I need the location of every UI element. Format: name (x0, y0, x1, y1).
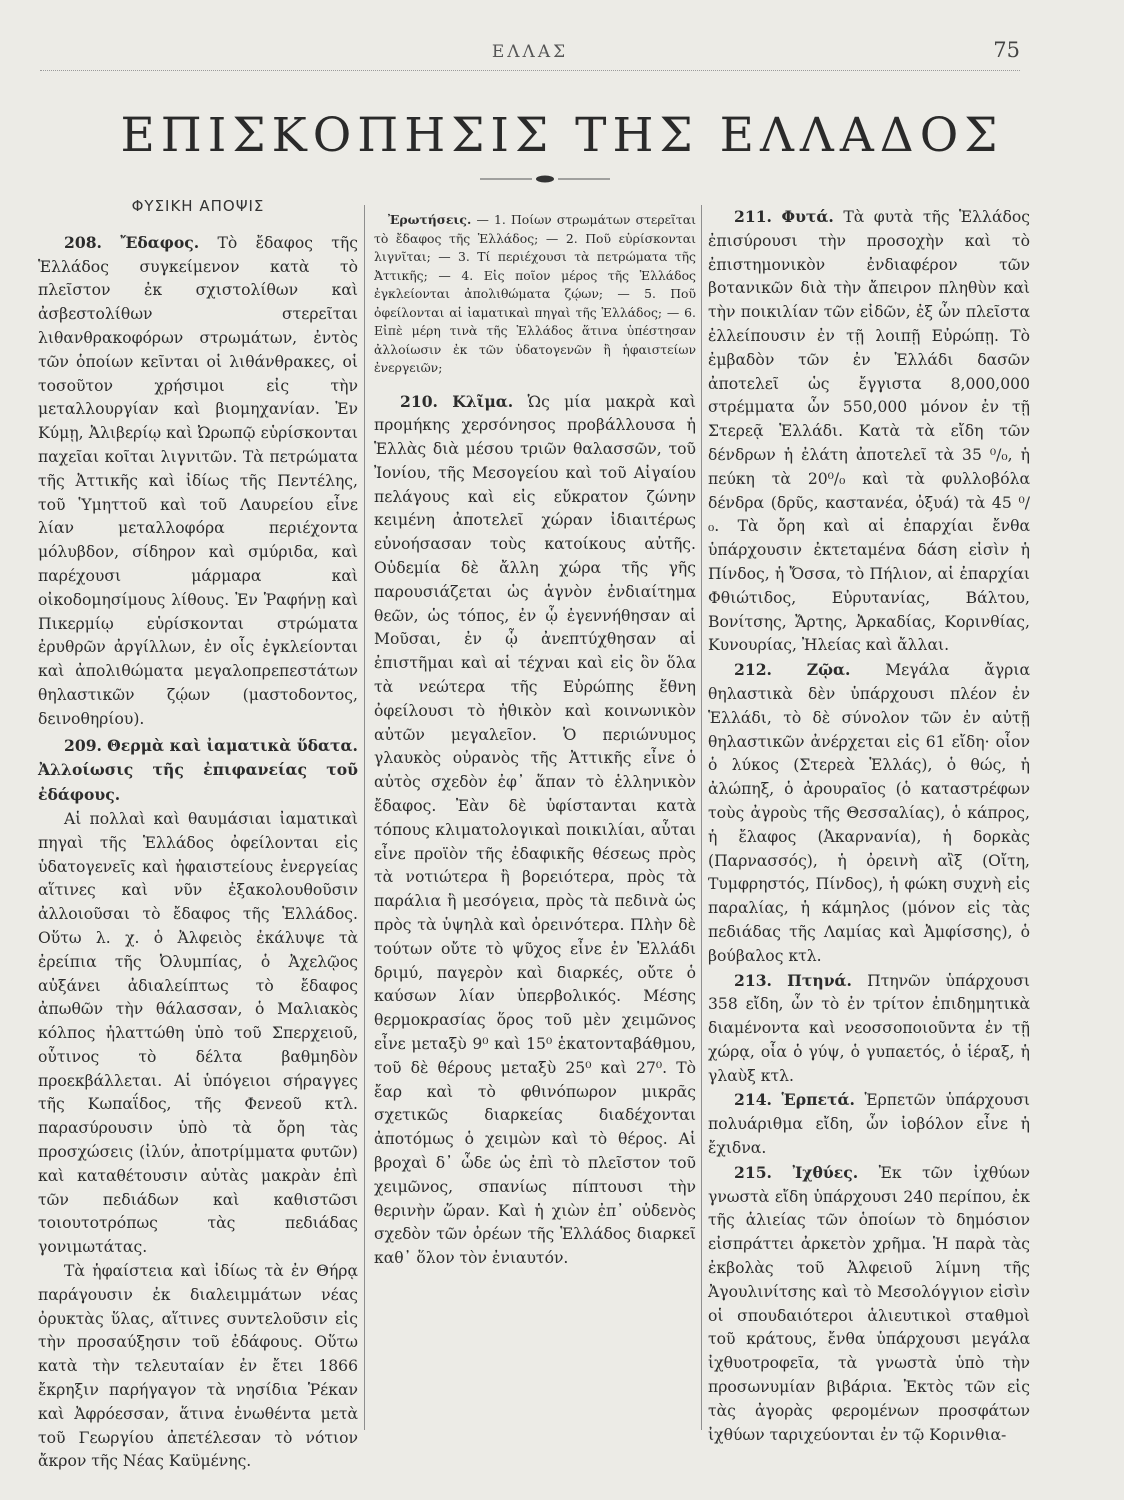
section-title: Κλῖμα. (452, 391, 514, 411)
section-title: Ἰχθύες. (792, 1162, 859, 1182)
column-middle (374, 205, 696, 1271)
section-title: Φυτά. (781, 207, 834, 226)
section-text: Πτηνῶν ὑπάρχουσι 358 εἴδη, ὧν τὸ ἐν τρίτον ἐπιδημητικὰ διαμένοντα καὶ νεοσσοποιοῦντα ἐν τῇ χώρᾳ, οἷα ὁ γύψ, ὁ γυπαετός, ὁ ἱέραξ, ἡ γλαὺξ κτλ. (708, 971, 1030, 1085)
section-title: Πτηνά. (787, 970, 852, 990)
section-text: Ὡς μία μακρὰ καὶ προμήκης χερσόνησος προβάλλουσα ἡ Ἑλλὰς διὰ μέσου τριῶν θαλασσῶν, τοῦ Ἰονίου, τῆς Μεσογείου καὶ τοῦ Αἰγαίου πελάγους καὶ εἰς εὔκρατον ζώνην κειμένη ἀποτελεῖ χώραν ἰδιαιτέρως εὐνοήσασαν τοὺς κατοίκους αὐτῆς. Οὐδεμία δὲ ἄλλη χώρα τῆς γῆς παρουσιάζεται ὡς ἁγνὸν ἐνδιαίτημα θεῶν, ὡς τόπος, ἐν ᾧ ἐγεννήθησαν αἱ Μοῦσαι, ἐν ᾧ ἀνεπτύχθησαν αἱ ἐπιστῆμαι καὶ αἱ τέχναι καὶ εἰς ὃν ὅλα τὰ νεώτερα τῆς Εὐρώπης ἔθνη ὀφείλουσι τὸ ἠθικὸν καὶ κοινωνικὸν αὐτῶν μεγαλεῖον. Ὁ περιώνυμος γλαυκὸς οὐρανὸς τῆς Ἀττικῆς εἶνε ὁ αὐτὸς σχεδὸν ἐφ᾿ ἅπαν τὸ ἑλληνικὸν ἔδαφος. Ἐὰν δὲ ὑφίστανται κατὰ τόπους κλιματολογικαὶ ποικιλίαι, αὗται εἶνε προϊὸν τῆς ἐδαφικῆς θέσεως πρὸς τὰ νοτιώτερα ἢ βορειότερα, πρὸς τὰ παράλια ἢ μεσόγεια, πρὸς τὰ πεδινὰ ὡς πρὸς τὰ ὑψηλὰ καὶ ὀρεινότερα. Πλὴν δὲ τούτων οὔτε τὸ ψῦχος εἶνε ἐν Ἑλλάδι δριμύ, παγερὸν καὶ διαρκές, οὔτε ὁ καύσων λίαν ὑπερβολικός. Μέσης θερμοκρασίας ὅρος τοῦ μὲν χειμῶνος εἶνε μεταξὺ 9⁰ καὶ 15⁰ ἑκατονταβάθμου, τοῦ δὲ θέρους μεταξὺ 25⁰ καὶ 27⁰. Τὸ ἔαρ καὶ τὸ φθινόπωρον μικρᾶς σχετικῶς διαρκείας διαδέχονται ἀποτόμως ὁ χειμὼν καὶ τὸ θέρος. Αἱ βροχαὶ δ᾿ ὧδε ὡς ἐπὶ τὸ πλεῖστον τοῦ χειμῶνος, σπανίως πίπτουσι τὴν θερινὴν ὥραν. Καὶ ἡ χιὼν ἐπ᾿ οὐδενὸς σχεδὸν τῶν ὀρέων τῆς Ἑλλάδος διαρκεῖ καθ᾿ ὅλον τὸν ἐνιαυτόν. (374, 392, 696, 1268)
questions-block (374, 211, 696, 378)
section-number: 210. (400, 391, 438, 411)
column-rule (364, 205, 365, 1430)
questions-text: — 1. Ποίων στρωμάτων στερεῖται τὸ ἔδαφος τῆς Ἑλλάδος; — 2. Ποῦ εὑρίσκονται λιγνῖται; — 3. Τί περιέχουσι τὰ πετρώματα τῆς Ἀττικῆς; — 4. Εἰς ποῖον μέρος τῆς Ἑλλάδος ἐγκλείονται ἀπολιθώματα ζῴων; — 5. Ποῦ ὀφείλονται αἱ ἰαματικαὶ πηγαὶ τῆς Ἑλλάδος; — 6. Εἰπὲ μέρη τινὰ τῆς Ἑλλάδος ἅτινα ὑπέστησαν ἀλλοίωσιν ἐκ τῶν ὑδατογενῶν ἢ ἡφαιστείων ἐνεργειῶν; (374, 212, 696, 375)
paragraph-210 (374, 390, 696, 1271)
running-header (40, 36, 1020, 71)
section-heading: ΦΥΣΙΚΗ ΑΠΟΨΙΣ (131, 197, 265, 215)
questions-label: Ἐρωτήσεις. (388, 212, 472, 227)
paragraph-208 (38, 231, 358, 732)
ornament-divider-icon (480, 173, 610, 185)
paragraph-212 (708, 658, 1030, 968)
section-number: 214. (734, 1090, 772, 1110)
section-number: 212. (734, 660, 772, 680)
section-text: Τὰ φυτὰ τῆς Ἑλλάδος ἐπισύρουσι τὴν προσοχὴν καὶ τὸ ἐπιστημονικὸν ἐνδιαφέρον τῶν βοτανικῶν διὰ τὴν ἄπειρον πληθὺν καὶ τὴν ποικιλίαν τῶν εἰδῶν, ἐξ ὧν πλεῖστα ἐλλείπουσιν ἐν τῇ λοιπῇ Εὐρώπῃ. Τὸ ἐμβαδὸν τῶν ἐν Ἑλλάδι δασῶν ἀποτελεῖ ὡς ἔγγιστα 8,000,000 στρέμματα ὧν 550,000 μόνον ἐν τῇ Στερεᾷ Ἑλλάδι. Κατὰ τὰ εἴδη τῶν δένδρων ἡ ἐλάτη ἀποτελεῖ τὰ 35 ⁰/₀, ἡ πεύκη τὰ 20⁰/₀ καὶ τὰ φυλλοβόλα δένδρα (δρῦς, καστανέα, ὀξυά) τὰ 45 ⁰/₀. Τὰ ὄρη καὶ αἱ ἐπαρχίαι ἔνθα ὑπάρχουσιν ἐκτεταμένα δάση εἰσὶν ἡ Πίνδος, ἡ Ὄσσα, τὸ Πήλιον, αἱ ἐπαρχίαι Φθιώτιδος, Εὐρυτανίας, Βάλτου, Βονίτσης, Ἄρτης, Ἀρκαδίας, Κορινθίας, Κυνουρίας, Ἠλείας καὶ ἄλλαι. (708, 208, 1030, 655)
section-text: Ἑρπετῶν ὑπάρχουσι πολυάριθμα εἴδη, ὧν ἰοβόλον εἶνε ἡ ἔχιδνα. (708, 1091, 1030, 1158)
section-text: Τὸ ἔδαφος τῆς Ἑλλάδος συγκείμενον κατὰ τὸ πλεῖστον ἐκ σχιστολίθων καὶ ἀσβεστολίθων στερεῖται λιθανθρακοφόρων στρωμάτων, ἐντὸς τῶν ὁποίων κεῖνται οἱ λιθάνθρακες, οἱ τοσοῦτον χρήσιμοι εἰς τὴν μεταλλουργίαν καὶ βιομηχανίαν. Ἐν Κύμῃ, Ἀλιβερίῳ καὶ Ὠρωπῷ εὑρίσκονται παχεῖαι κοῖται λιγνιτῶν. Τὰ πετρώματα τῆς Ἀττικῆς καὶ ἰδίως τῆς Πεντέλης, τοῦ Ὑμηττοῦ καὶ τοῦ Λαυρείου εἶνε λίαν μεταλλοφόρα περιέχοντα μόλυβδον, σίδηρον καὶ σμύριδα, καὶ παρέχουσι μάρμαρα καὶ οἰκοδομησίμους λίθους. Ἐν Ῥαφήνῃ καὶ Πικερμίῳ εὑρίσκονται στρώματα ἐρυθρῶν ἀργίλλων, ἐν οἷς ἐγκλείονται καὶ ἀπολιθώματα μεγαλοπρεπεστάτων θηλαστικῶν ζῴων (μαστοδοντος, δεινοθηρίου). (38, 233, 358, 728)
page-number: 75 (993, 38, 1020, 62)
column-right (708, 205, 1030, 1447)
section-title: Ζῷα. (806, 660, 851, 680)
section-title: Ἑρπετά. (781, 1090, 855, 1110)
section-number: 208. (64, 232, 102, 252)
section-number: 215. (734, 1162, 772, 1182)
section-number: 213. (734, 970, 772, 990)
paragraph-209-heading (38, 734, 358, 808)
paragraph-209-body-2: Τὰ ἡφαίστεια καὶ ἰδίως τὰ ἐν Θήρᾳ παράγουσιν ἐκ διαλειμμάτων νέας ὀρυκτὰς ὕλας, αἵτινες συντελοῦσιν εἰς τὴν προσαύξησιν τοῦ ἐδάφους. Οὕτω κατὰ τὴν τελευταίαν ἐν ἔτει 1866 ἔκρηξιν παρήγαγον τὰ νησίδια Ῥέκαν καὶ Ἀφρόεσσαν, ἅτινα ἑνωθέντα μετὰ τοῦ Γεωργίου ἀπετέλεσαν τὸ νότιον ἄκρον τῆς Νέας Καϋμένης. (38, 1262, 358, 1471)
paragraph-213 (708, 969, 1030, 1089)
section-text: Μεγάλα ἄγρια θηλαστικὰ δὲν ὑπάρχουσι πλέον ἐν Ἑλλάδι, τὸ δὲ σύνολον τῶν ἐν αὐτῇ θηλαστικῶν ἀνέρχεται εἰς 61 εἴδη· οἷον ὁ λύκος (Στερεὰ Ἑλλάς), ὁ θώς, ἡ ἀλώπηξ, ὁ ἀρουραῖος (ὁ καταστρέφων τοὺς ἀγροὺς τῆς Θεσσαλίας), ὁ κάπρος, ἡ ἔλαφος (Ἀκαρνανία), ἡ δορκὰς (Παρνασσός), ἡ ὀρεινὴ αἲξ (Οἴτη, Τυμφρηστός, Πίνδος), ἡ φώκη συχνὴ εἰς παραλίας, ἡ κάμηλος (μόνον εἰς τὰς πεδιάδας τῆς Λαμίας καὶ Ἀμφίσσης), ὁ βούβαλος κτλ. (708, 661, 1030, 965)
page-title: ΕΠΙΣΚΟΠΗΣΙΣ ΤΗΣ ΕΛΛΑΔΟΣ (120, 108, 1004, 163)
paragraph-214 (708, 1088, 1030, 1160)
section-number: 209. (64, 735, 102, 755)
running-title: ΕΛΛΑΣ (491, 42, 569, 62)
column-rule (701, 205, 702, 1430)
section-number: 211. (734, 207, 772, 226)
section-title: Θερμὰ καὶ ἰαματικὰ ὕδατα. Ἀλλοίωσις τῆς ἐπιφανείας τοῦ ἐδάφους. (38, 735, 358, 805)
paragraph-209-body-1: Αἱ πολλαὶ καὶ θαυμάσιαι ἰαματικαὶ πηγαὶ τῆς Ἑλλάδος ὀφείλονται εἰς ὑδατογενεῖς καὶ ἡφαιστείους ἐνεργείας αἵτινες καὶ νῦν ἐξακολουθοῦσιν ἀλλοιοῦσαι τὸ ἔδαφος τῆς Ἑλλάδος. Οὕτω λ. χ. ὁ Ἀλφειὸς ἐκάλυψε τὰ ἐρείπια τῆς Ὀλυμπίας, ὁ Ἀχελῷος αὐξάνει ἀδιαλείπτως τὸ ἔδαφος ἀπωθῶν τὴν θάλασσαν, ὁ Μαλιακὸς κόλπος ἠλαττώθη ὑπὸ τοῦ Σπερχειοῦ, οὗτινος τὸ δέλτα βαθμηδὸν προεκβάλλεται. Αἱ ὑπόγειοι σήραγγες τῆς Κωπαΐδος, τῆς Φενεοῦ κτλ. παρασύρουσιν ὑπὸ τὰ ὄρη τὰς προσχώσεις (ἰλύν, ἀποτρίμματα φυτῶν) καὶ καταθέτουσιν αὐτὰς μακρὰν ἐπὶ τῶν πεδιάδων καὶ καθιστῶσι τοιουτοτρόπως τὰς πεδιάδας γονιμωτάτας. (38, 809, 358, 1257)
paragraph-211 (708, 205, 1030, 658)
section-title: Ἔδαφος. (120, 232, 200, 252)
section-text: Ἐκ τῶν ἰχθύων γνωστὰ εἴδη ὑπάρχουσι 240 περίπου, ἐκ τῆς ἁλιείας τῶν ὁποίων τὸ δημόσιον εἰσπράττει ἀρκετὸν χρῆμα. Ἡ παρὰ τὰς ἐκβολὰς τοῦ Ἀλφειοῦ λίμνη τῆς Ἀγουλινίτσης καὶ τὸ Μεσολόγγιον εἰσὶν οἱ σπουδαιότεροι ἁλιευτικοὶ σταθμοὶ τοῦ κράτους, ἔνθα ὑπάρχουσι μεγάλα ἰχθυοτροφεῖα, τὰ γνωστὰ ὑπὸ τὴν προσωνυμίαν βιβάρια. Ἐκτὸς τῶν εἰς τὰς ἀγορὰς φερομένων προσφάτων ἰχθύων ταριχεύονται ἐν τῷ Κορινθια- (708, 1163, 1030, 1444)
paragraph-215 (708, 1161, 1030, 1448)
column-left (38, 195, 358, 1474)
